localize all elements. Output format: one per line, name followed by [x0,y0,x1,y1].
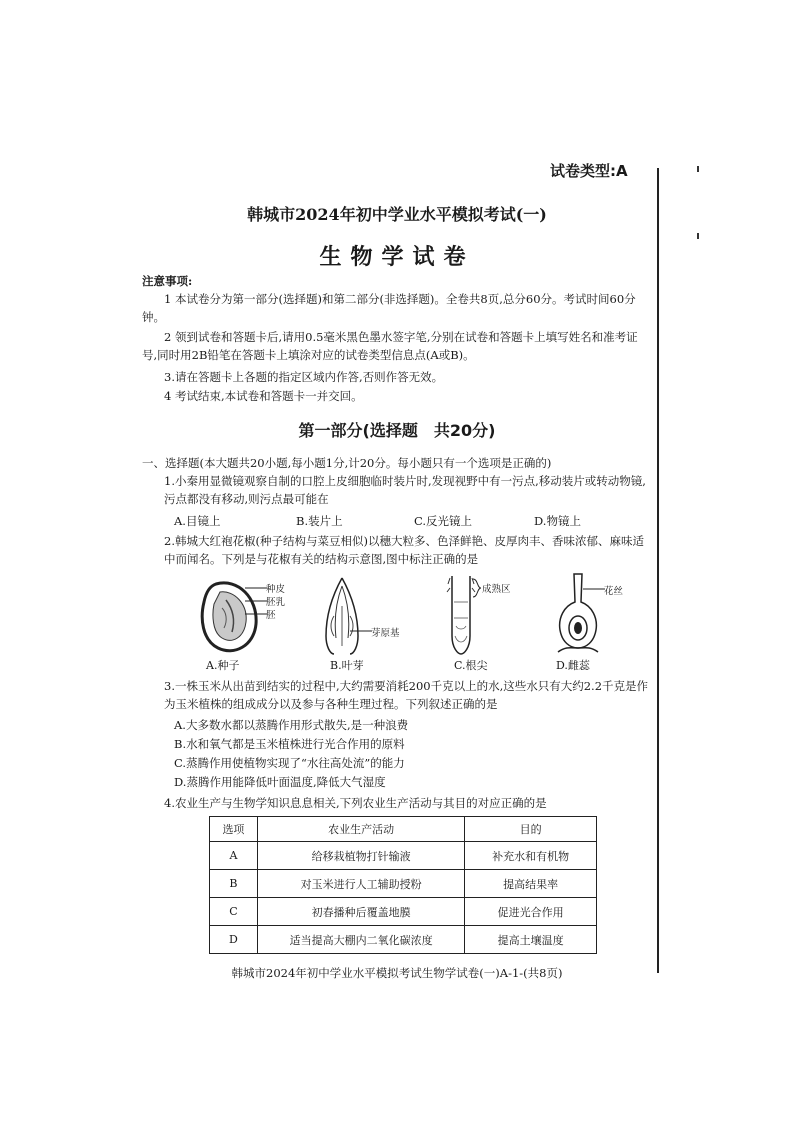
table-cell: 对玉米进行人工辅助授粉 [257,870,464,898]
margin-mark [697,233,699,239]
question-1-option-c: C.反光镜上 [414,514,473,528]
leaf-bud-label: 芽原基 [371,628,400,639]
question-1-stem: 1.小秦用显微镜观察自制的口腔上皮细胞临时装片时,发现视野中有一污点,移动装片或转动物镜,污点都没有移动,则污点最可能在 [164,474,646,506]
table-cell: C [210,898,258,926]
question-3-option-a: A.大多数水都以蒸腾作用形式散失,是一种浪费 [174,718,409,732]
table-cell: 提高结果率 [465,870,597,898]
seed-label-endosperm: 胚乳 [266,597,286,608]
figure-c-caption: C.根尖 [454,659,488,672]
table-cell: B [210,870,258,898]
table-cell: D [210,926,258,954]
pistil-label: 花丝 [604,586,624,597]
subject-title: 生物学试卷 [319,244,475,270]
notes-heading: 注意事项: [142,274,193,288]
question-1-option-a: A.目镜上 [174,514,221,528]
table-cell: 给移栽植物打针输液 [257,842,464,870]
pistil-label-line [583,586,605,592]
part-one-title: 第一部分(选择题 共20分) [298,421,496,440]
table-row [210,842,597,870]
page-footer: 韩城市2024年初中学业水平模拟考试生物学试卷(一)A-1-(共8页) [231,966,563,980]
binding-line [657,168,659,973]
table-header-row [210,817,597,842]
question-3-option-c: C.蒸腾作用使植物实现了“水往高处流”的能力 [174,756,405,770]
figure-b-caption: B.叶芽 [330,659,364,672]
table-header-cell: 目的 [465,817,597,842]
question-3-option-b: B.水和氧气都是玉米植株进行光合作用的原料 [174,737,405,751]
note-item: 4 考试结束,本试卷和答题卡一并交回。 [164,389,363,403]
table-row [210,926,597,954]
question-3-option-d: D.蒸腾作用能降低叶面温度,降低大气湿度 [174,775,386,789]
root-tip-brace [472,578,482,598]
note-item: 3.请在答题卡上各题的指定区域内作答,否则作答无效。 [164,370,444,384]
table-header-cell: 农业生产活动 [257,817,464,842]
margin-mark [697,166,699,172]
table-row [210,898,597,926]
pistil-diagram [552,572,604,656]
table-cell: 提高土壤温度 [465,926,597,954]
table-header-cell: 选项 [210,817,258,842]
figure-d-caption: D.雌蕊 [556,659,590,672]
leaf-bud-diagram [320,576,364,656]
question-4-table [209,816,597,954]
question-3-stem: 3.一株玉米从出苗到结实的过程中,大约需要消耗200千克以上的水,这些水只有大约2.2千克是作为玉米植株的组成成分以及参与各种生理过程。下列叙述正确的是 [164,679,649,711]
question-2-stem: 2.韩城大红袍花椒(种子结构与菜豆相似)以穗大粒多、色泽鲜艳、皮厚肉丰、香味浓郁、麻味适中而闻名。下列是与花椒有关的结构示意图,图中标注正确的是 [164,534,644,566]
question-1-option-d: D.物镜上 [534,514,581,528]
seed-label-coat: 种皮 [266,584,286,595]
leaf-bud-label-line [350,628,372,634]
root-tip-label: 成熟区 [482,584,511,595]
note-item: 1 本试卷分为第一部分(选择题)和第二部分(非选择题)。全卷共8页,总分60分。考试时间60分钟。 [142,292,636,324]
seed-label-embryo: 胚 [266,610,276,621]
table-cell: 促进光合作用 [465,898,597,926]
question-4-stem: 4.农业生产与生物学知识息息相关,下列农业生产活动与其目的对应正确的是 [164,796,547,810]
exam-type-label: 试卷类型:A [550,162,628,180]
figure-a-caption: A.种子 [206,659,240,672]
question-1-option-b: B.装片上 [296,514,343,528]
table-row [210,870,597,898]
table-cell: 适当提高大棚内二氧化碳浓度 [257,926,464,954]
table-cell: 补充水和有机物 [465,842,597,870]
note-item: 2 领到试卷和答题卡后,请用0.5毫米黑色墨水签字笔,分别在试卷和答题卡上填写姓名和准考证号,同时用2B铅笔在答题卡上填涂对应的试卷类型信息点(A或B)。 [142,330,638,362]
table-cell: 初春播种后覆盖地膜 [257,898,464,926]
table-cell: A [210,842,258,870]
section-title: 一、选择题(本大题共20小题,每小题1分,计20分。每小题只有一个选项是正确的) [142,456,552,470]
exam-title: 韩城市2024年初中学业水平模拟考试(一) [247,205,547,224]
